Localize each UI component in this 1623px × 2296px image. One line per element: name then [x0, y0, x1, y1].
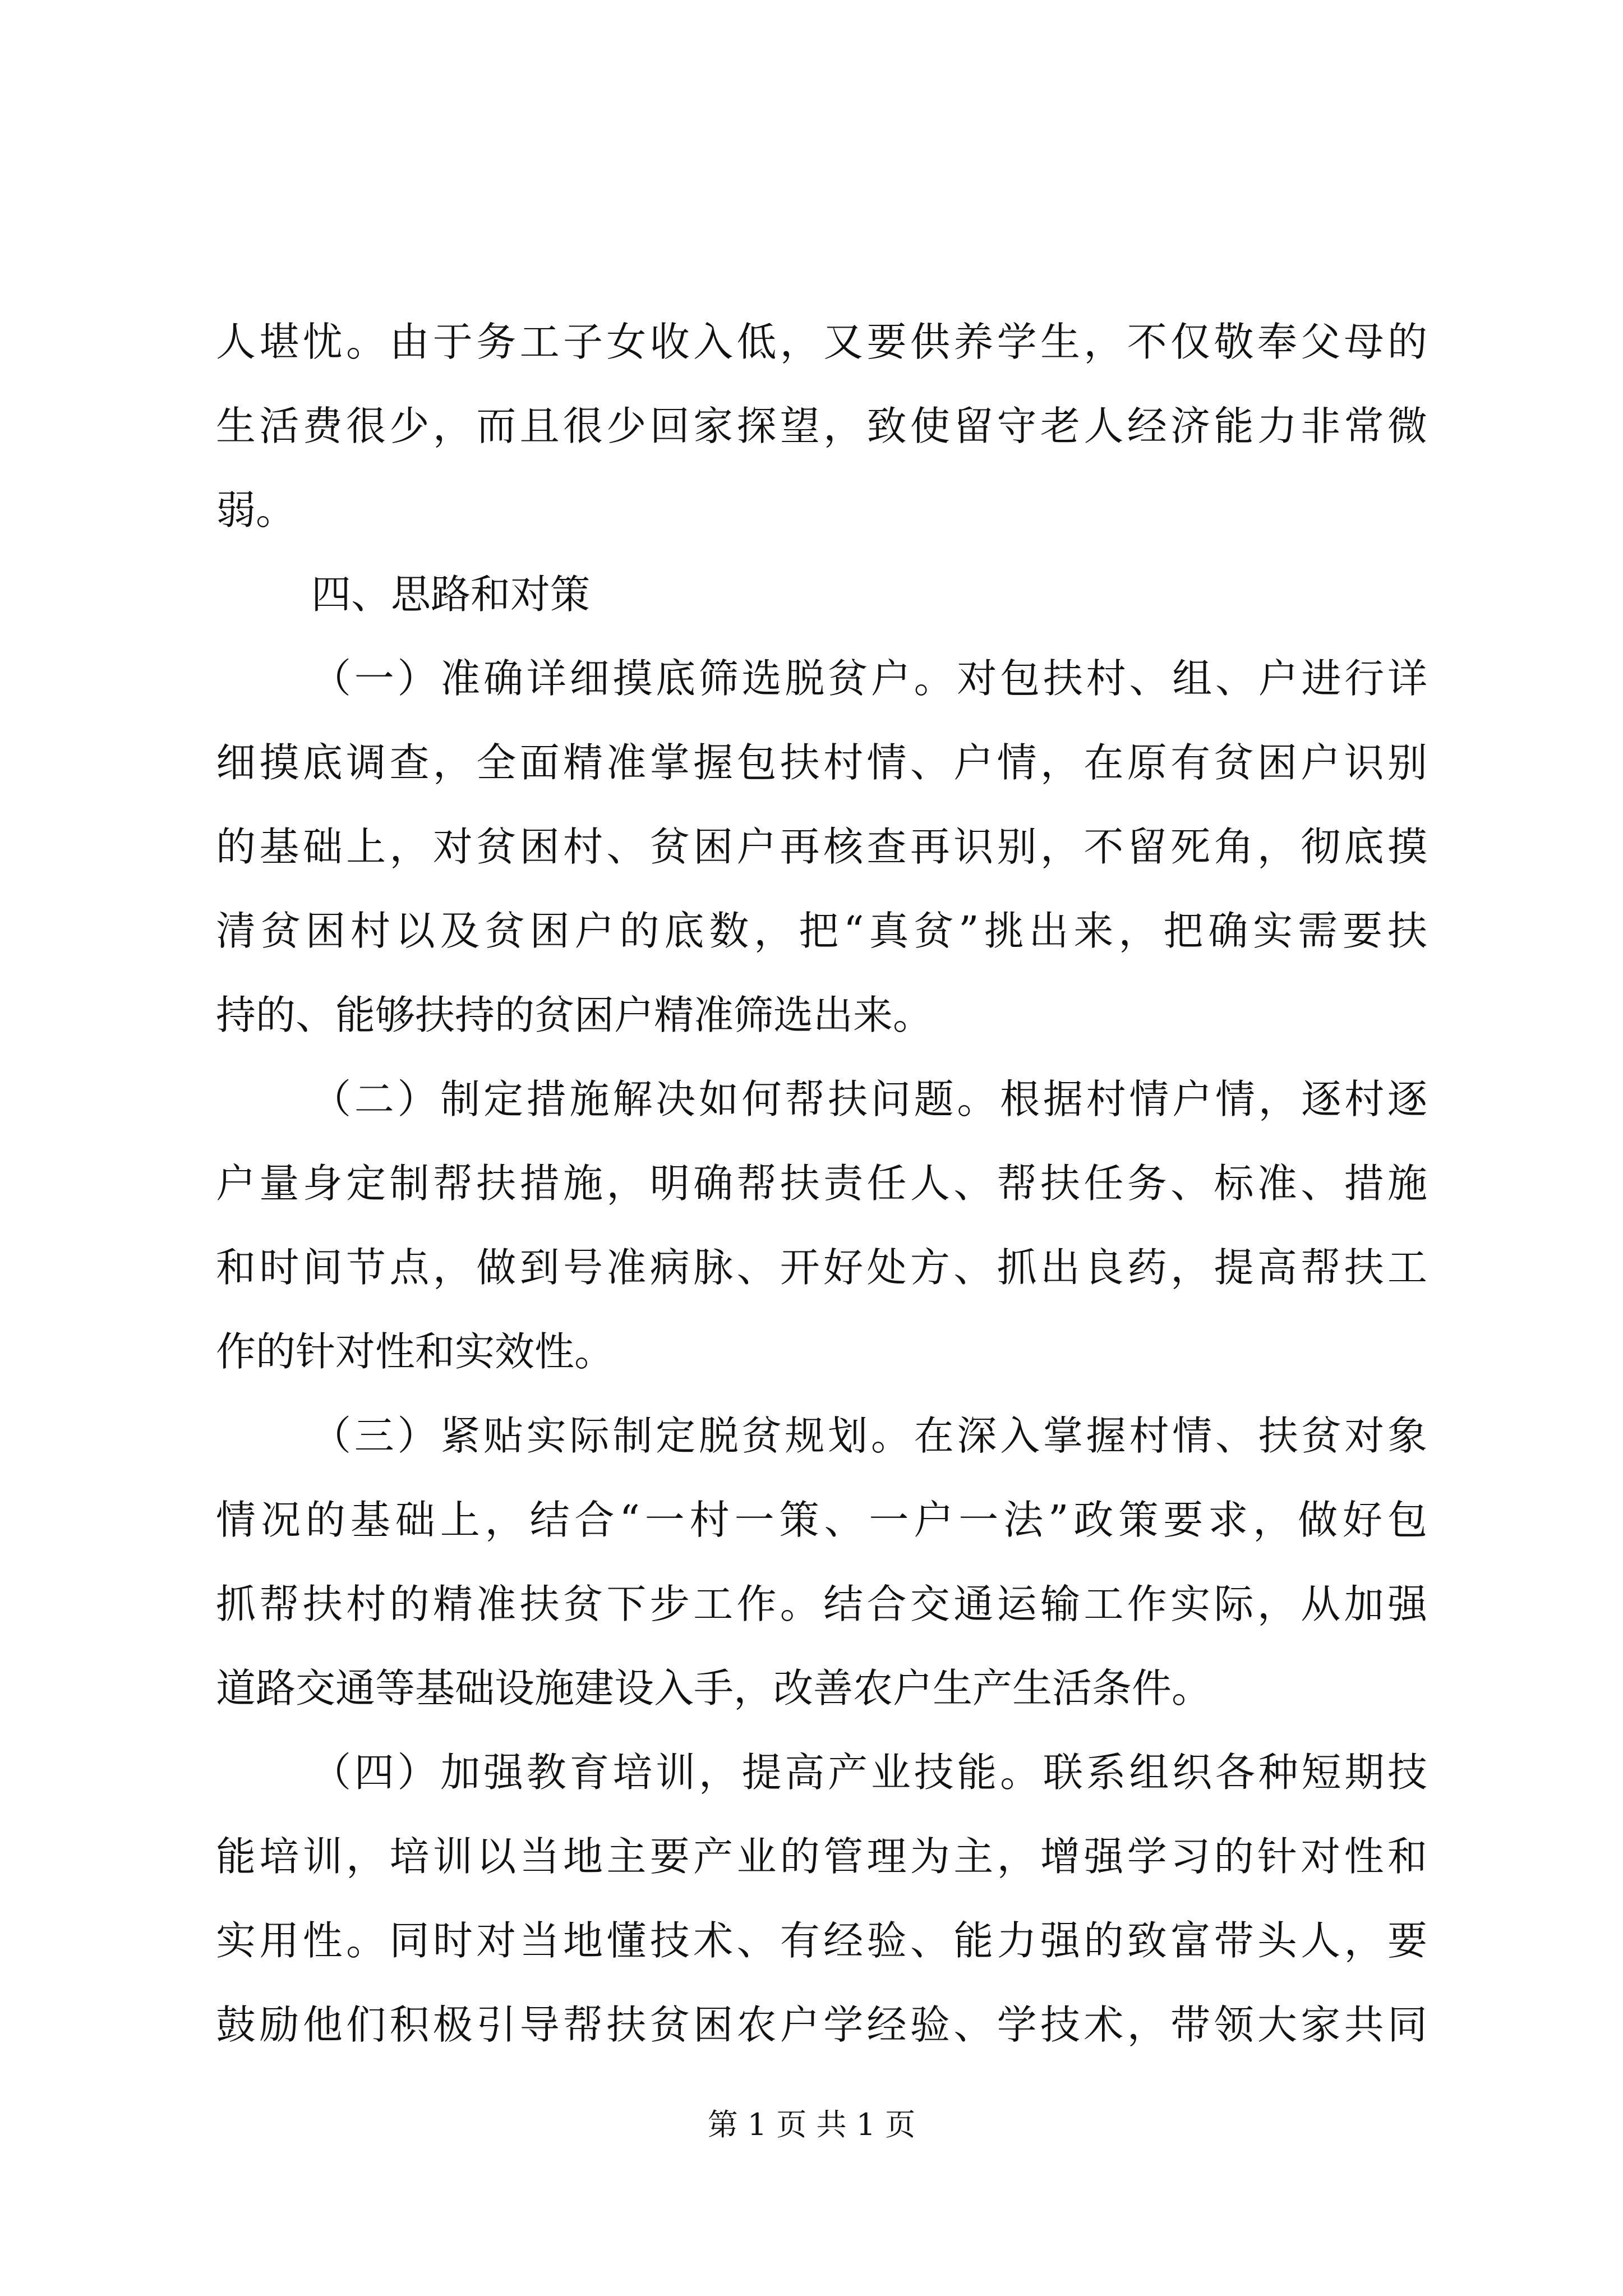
text-line: 清贫困村以及贫困户的底数，把“真贫”挑出来，把确实需要扶 — [216, 908, 1427, 954]
text-line: 作的针对性和实效性。 — [216, 1328, 615, 1375]
text-line: （一）准确详细摸底筛选脱贫户。对包扶村、组、户进行详 — [311, 655, 1427, 702]
text-line: 的基础上，对贫困村、贫困户再核查再识别，不留死角，彻底摸 — [216, 823, 1427, 870]
text-line: 生活费很少，而且很少回家探望，致使留守老人经济能力非常微 — [216, 403, 1427, 449]
text-line: （四）加强教育培训，提高产业技能。联系组织各种短期技 — [311, 1749, 1427, 1796]
text-line: 户量身定制帮扶措施，明确帮扶责任人、帮扶任务、标准、措施 — [216, 1160, 1427, 1207]
text-line: 细摸底调查，全面精准掌握包扶村情、户情，在原有贫困户识别 — [216, 739, 1427, 786]
text-line: 人堪忧。由于务工子女收入低，又要供养学生，不仅敬奉父母的 — [216, 319, 1427, 365]
text-line: （二）制定措施解决如何帮扶问题。根据村情户情，逐村逐 — [311, 1076, 1427, 1122]
text-line: 持的、能够扶持的贫困户精准筛选出来。 — [216, 992, 933, 1038]
section-heading: 四、思路和对策 — [311, 571, 591, 618]
text-line: 情况的基础上，结合“一村一策、一户一法”政策要求，做好包 — [216, 1497, 1427, 1543]
page-number-footer: 第 1 页 共 1 页 — [707, 2107, 916, 2142]
text-line: 弱。 — [216, 487, 296, 533]
text-line: 鼓励他们积极引导帮扶贫困农户学经验、学技术，带领大家共同 — [216, 2001, 1427, 2048]
text-line: 实用性。同时对当地懂技术、有经验、能力强的致富带头人，要 — [216, 1917, 1427, 1964]
text-line: （三）紧贴实际制定脱贫规划。在深入掌握村情、扶贫对象 — [311, 1412, 1427, 1459]
text-line: 道路交通等基础设施建设入手，改善农户生产生活条件。 — [216, 1665, 1212, 1711]
text-line: 和时间节点，做到号准病脉、开好处方、抓出良药，提高帮扶工 — [216, 1244, 1427, 1291]
text-line: 能培训，培训以当地主要产业的管理为主，增强学习的针对性和 — [216, 1833, 1427, 1880]
text-line: 抓帮扶村的精准扶贫下步工作。结合交通运输工作实际，从加强 — [216, 1581, 1427, 1627]
